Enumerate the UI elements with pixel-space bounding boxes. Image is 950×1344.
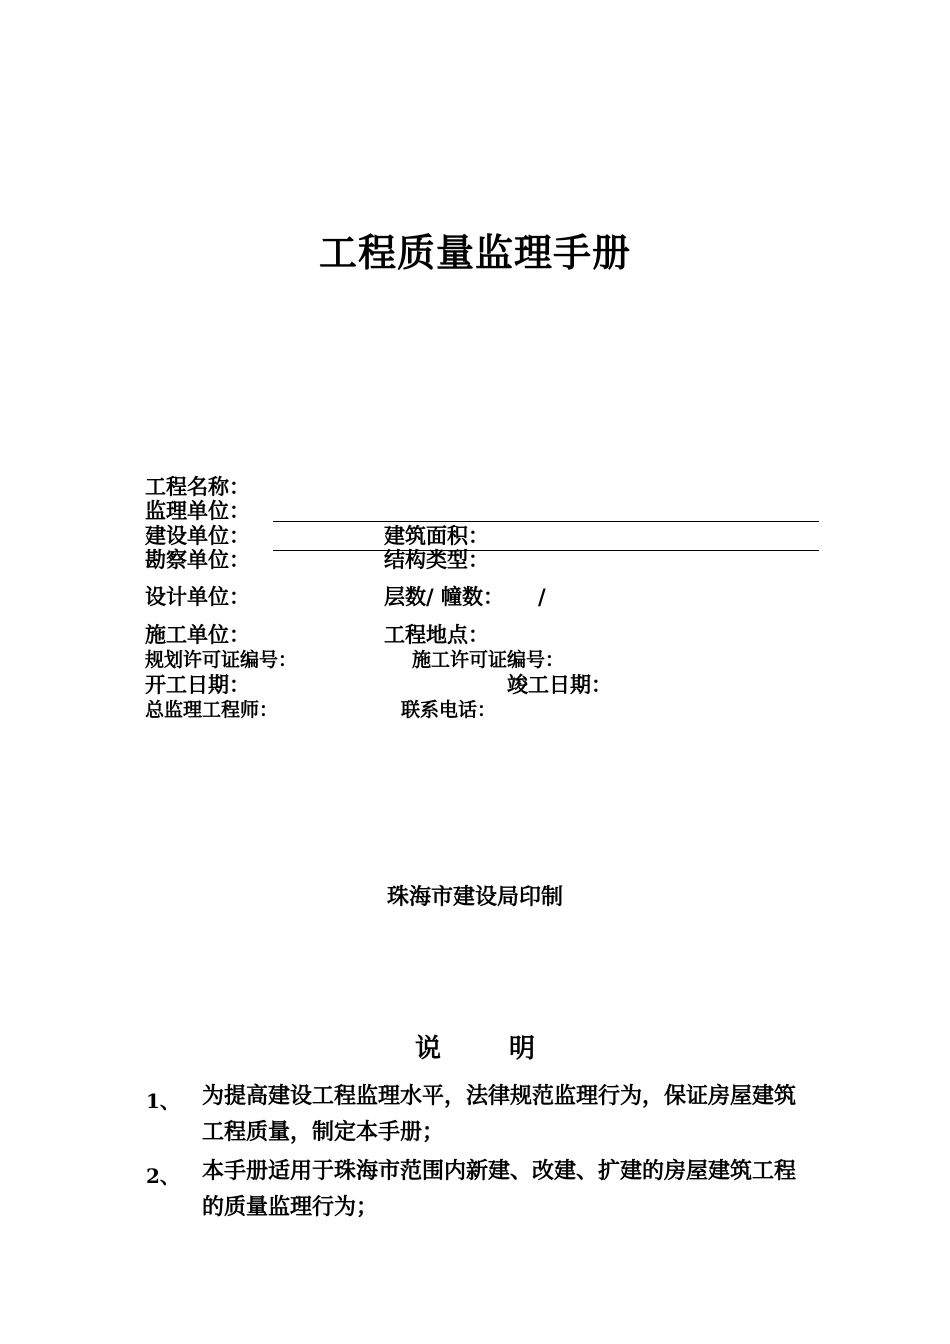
survey-unit-label: 勘察单位： <box>145 547 250 572</box>
chief-supervisor-label: 总监理工程师： <box>145 699 279 721</box>
field-underline <box>273 521 819 522</box>
building-area-label: 建筑面积： <box>384 523 489 548</box>
notes-heading-right: 明 <box>509 1034 536 1064</box>
project-location-label: 工程地点： <box>384 622 489 647</box>
planning-permit-label: 规划许可证编号： <box>145 649 298 671</box>
completion-date-label: 竣工日期： <box>507 672 612 697</box>
document-title: 工程质量监理手册 <box>318 230 631 275</box>
note-number: 1、 <box>146 1089 180 1113</box>
notes-heading <box>0 1028 950 1065</box>
printer-credit: 珠海市建设局印制 <box>386 884 563 910</box>
note-text: 为提高建设工程监理水平，法律规范监理行为，保证房屋建筑工程质量，制定本手册； <box>202 1083 797 1145</box>
note-text: 本手册适用于珠海市范围内新建、改建、扩建的房屋建筑工程的质量监理行为； <box>202 1158 797 1220</box>
builder-unit-label: 施工单位： <box>145 622 250 647</box>
design-unit-label: 设计单位： <box>145 584 250 609</box>
project-name-label: 工程名称： <box>145 474 250 499</box>
field-underline <box>273 550 819 551</box>
floors-buildings-label: 层数/ 幢数： <box>384 584 504 609</box>
structure-type-label: 结构类型： <box>384 547 489 572</box>
start-date-label: 开工日期： <box>145 672 250 697</box>
supervision-unit-label: 监理单位： <box>145 498 250 523</box>
notes-heading-left: 说 <box>414 1034 441 1064</box>
note-number: 2、 <box>146 1164 180 1188</box>
construction-permit-label: 施工许可证编号： <box>412 649 565 671</box>
contact-phone-label: 联系电话： <box>401 699 497 721</box>
floors-buildings-value: / <box>538 584 546 609</box>
construction-unit-label: 建设单位： <box>145 523 250 548</box>
